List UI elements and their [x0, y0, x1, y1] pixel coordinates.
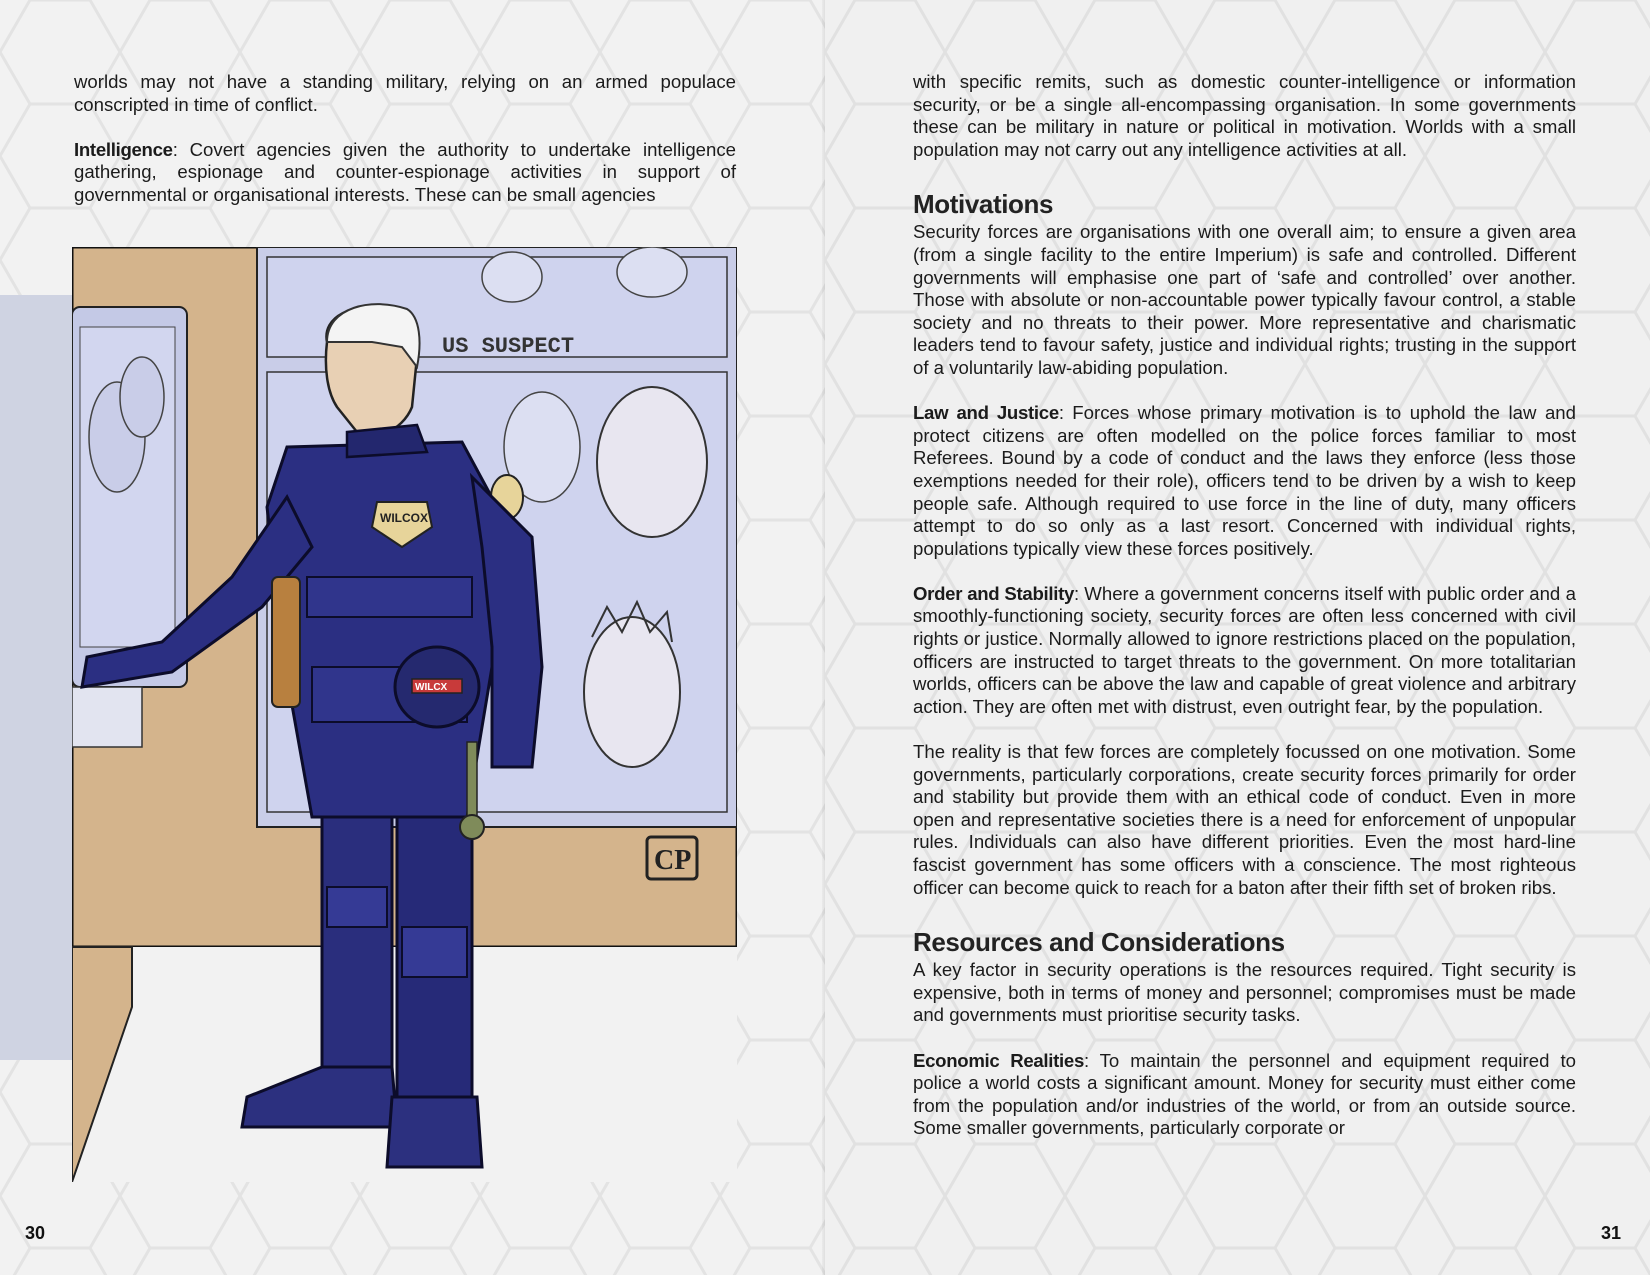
page-number: 30 — [25, 1223, 46, 1243]
svg-text:WILCOX: WILCOX — [380, 511, 428, 525]
helmet — [395, 647, 479, 727]
paragraph-order-and-stability: Order and Stability: Where a government concerns itself with public order and a smoothly-functioning society, security forces are often less concerned with civil rights or justice. Normally allowed to ignore restrictions placed on the population, officers are instructed to target threats to the government. On more totalitarian worlds, officers can be above the law and capable of great violence and arbitrary action. They are often met with distrust, even outright fear, by the population. — [913, 582, 1576, 717]
paragraph: The reality is that few forces are completely focussed on one motivation. Some governments, particularly corporations, create security forces primarily for order and stability but provide them with an ethical code of conduct. Even in more open and representative societies there is a need for enforcement of unpopular rules. Individuals can also have different priorities. Even the most hard-line fascist government has some officers with a conscience. The most righteous officer can become quick to reach for a baton after their fifth set of broken ribs. — [913, 741, 1576, 898]
section-heading-resources: Resources and Considerations — [913, 927, 1285, 958]
right-page — [825, 0, 1650, 1275]
paragraph: with specific remits, such as domestic counter-intelligence or information security, or be a single all-encompassing organisation. In some governments these can be military in nature or political in motivation. Worlds with a small population may not carry out any intelligence activities at all. — [913, 71, 1576, 160]
paragraph: Security forces are organisations with one overall aim; to ensure a given area (from a single facility to the entire Imperium) is safe and controlled. Different governments will emphasise one part of ‘safe and controlled’ over another. Those with absolute or non-accountable power typically favour control, a stable society and no threats to their power. More representative and charismatic leaders tend to favour safety, justice and individual rights; trusting in the support of a voluntarily law-abiding population. — [913, 221, 1576, 378]
paragraph-lead: Order and Stability: — [913, 582, 1079, 604]
svg-text:WILCX: WILCX — [415, 682, 448, 693]
svg-text:CP: CP — [654, 845, 692, 876]
security-officer-illustration — [72, 247, 737, 1182]
paragraph-economic-realities: Economic Realities: To maintain the personnel and equipment required to police a world costs a significant amount. Money for security must either come from the population and/or industries of the world, or from an outside source. Some smaller governments, particularly corporate or — [913, 1049, 1576, 1139]
paragraph-lead: Economic Realities: — [913, 1049, 1089, 1071]
left-text-column — [74, 71, 736, 207]
paragraph: A key factor in security operations is the resources required. Tight security is expensive, both in terms of money and personnel; compromises must be made and governments must prioritise security tasks. — [913, 959, 1576, 1026]
paragraph-intelligence: Intelligence: Covert agencies given the authority to undertake intelligence gathering, espionage and counter-espionage activities in support of governmental or organisational interests. These can be small agencies — [74, 138, 736, 205]
paragraph-lead: Law and Justice: — [913, 402, 1064, 424]
page-edge-band — [0, 295, 72, 1060]
page-number: 31 — [1601, 1223, 1622, 1243]
paragraph: worlds may not have a standing military, relying on an armed populace conscripted in time of conflict. — [74, 71, 736, 115]
section-heading-motivations: Motivations — [913, 189, 1054, 220]
paragraph-lead: Intelligence: — [74, 138, 178, 160]
paragraph-law-and-justice: Law and Justice: Forces whose primary motivation is to uphold the law and protect citizens are often modelled on the police forces familiar to most Referees. Bound by a code of conduct and the laws they enforce (less those exemptions needed for their role), officers tend to be driven by a wish to keep people safe. Although required to use force in the line of duty, many officers attempt to do so only as a last resort. Concerned with individual rights, populations typically view these forces positively. — [913, 402, 1576, 559]
right-text-column — [913, 71, 1576, 1140]
poster-text: US SUSPECT — [442, 334, 575, 359]
